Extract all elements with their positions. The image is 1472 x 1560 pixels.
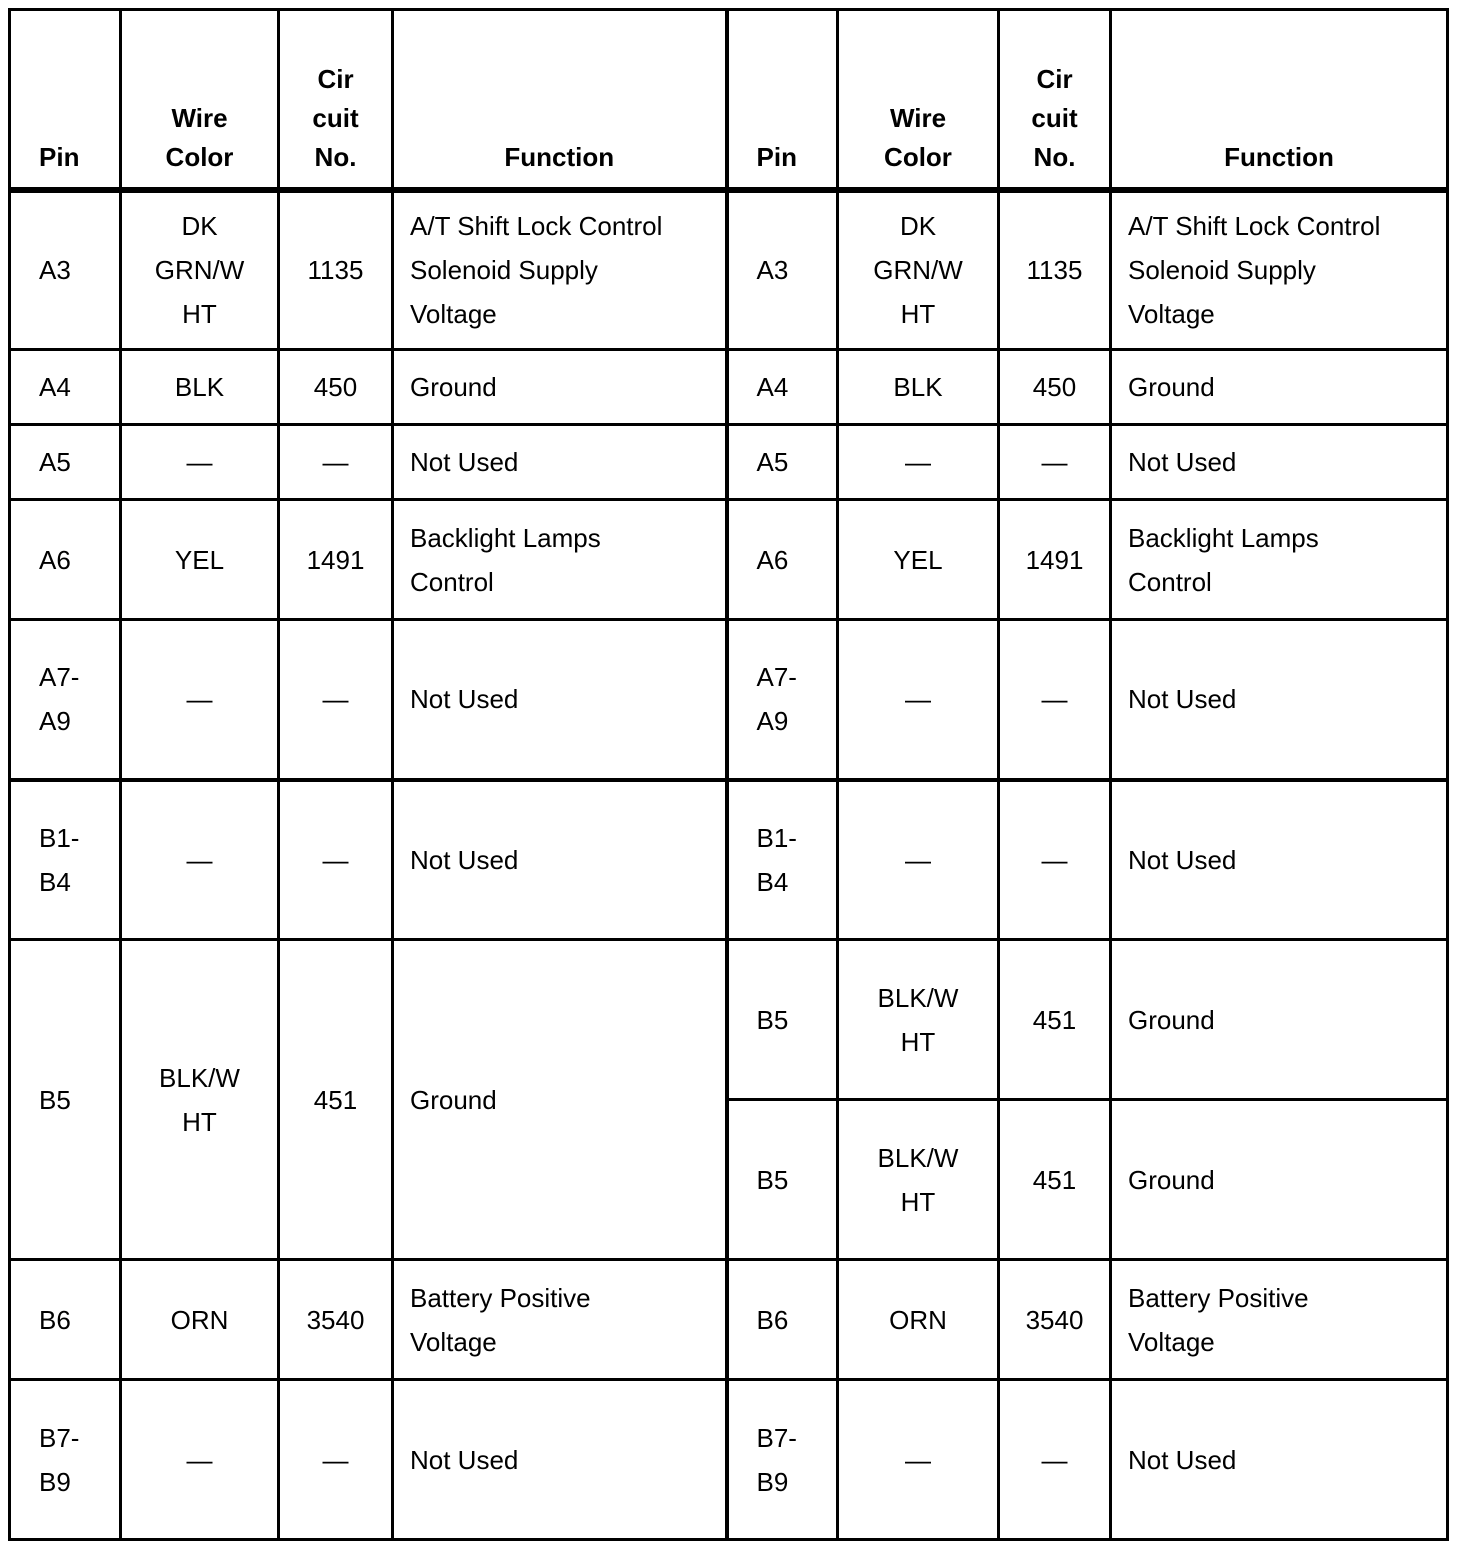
circuit-cell: — [999, 425, 1111, 500]
function-cell: Not Used [1111, 1380, 1448, 1540]
circuit-cell: 1135 [279, 190, 393, 350]
pin-cell: A6 [10, 500, 121, 620]
pin-cell: B6 [727, 1260, 838, 1380]
pin-cell: B6 [10, 1260, 121, 1380]
wire-color-cell: BLK/W HT [121, 940, 279, 1260]
circuit-cell: — [999, 1380, 1111, 1540]
circuit-cell: — [279, 780, 393, 940]
function-cell: Battery Positive Voltage [393, 1260, 727, 1380]
circuit-cell: — [999, 780, 1111, 940]
pin-cell: A5 [10, 425, 121, 500]
wire-color-cell: YEL [838, 500, 999, 620]
wire-color-cell: DK GRN/W HT [121, 190, 279, 350]
pin-cell: A7- A9 [727, 620, 838, 780]
wire-color-cell: YEL [121, 500, 279, 620]
pin-cell: A4 [10, 350, 121, 425]
header-wire-color: Wire Color [838, 10, 999, 190]
pin-cell: A4 [727, 350, 838, 425]
header-circuit-no: Cir cuit No. [279, 10, 393, 190]
wire-color-cell: BLK/W HT [838, 940, 999, 1100]
circuit-cell: 1491 [999, 500, 1111, 620]
wire-color-cell: — [838, 780, 999, 940]
function-cell: Not Used [393, 425, 727, 500]
table-row [10, 1380, 1448, 1540]
function-cell: A/T Shift Lock Control Solenoid Supply Voltage [1111, 190, 1448, 350]
function-cell: Not Used [1111, 780, 1448, 940]
circuit-cell: 451 [999, 1100, 1111, 1260]
circuit-cell: — [279, 620, 393, 780]
wire-color-cell: — [121, 1380, 279, 1540]
circuit-cell: 450 [999, 350, 1111, 425]
function-cell: Ground [1111, 940, 1448, 1100]
header-function: Function [1111, 10, 1448, 190]
circuit-cell: 3540 [279, 1260, 393, 1380]
table-row [10, 350, 1448, 425]
table-row [10, 425, 1448, 500]
pin-cell: A5 [727, 425, 838, 500]
wire-color-cell: — [838, 425, 999, 500]
table-row [10, 500, 1448, 620]
pin-cell: B7- B9 [10, 1380, 121, 1540]
function-cell: Ground [393, 350, 727, 425]
pin-cell: B1- B4 [727, 780, 838, 940]
table-row [10, 620, 1448, 780]
circuit-cell: — [279, 425, 393, 500]
header-function: Function [393, 10, 727, 190]
function-cell: Not Used [1111, 425, 1448, 500]
wire-color-cell: BLK [121, 350, 279, 425]
function-cell: Battery Positive Voltage [1111, 1260, 1448, 1380]
header-circuit-no: Cir cuit No. [999, 10, 1111, 190]
pin-cell: B1- B4 [10, 780, 121, 940]
function-cell: Not Used [393, 1380, 727, 1540]
function-cell: Ground [1111, 350, 1448, 425]
circuit-cell: 1135 [999, 190, 1111, 350]
wire-color-cell: — [838, 1380, 999, 1540]
function-cell: Backlight Lamps Control [393, 500, 727, 620]
table-header-row [10, 10, 1448, 190]
circuit-cell: 451 [279, 940, 393, 1260]
circuit-cell: — [279, 1380, 393, 1540]
header-wire-color: Wire Color [121, 10, 279, 190]
header-pin: Pin [727, 10, 838, 190]
wire-color-cell: DK GRN/W HT [838, 190, 999, 350]
function-cell: Ground [393, 940, 727, 1260]
table-row [10, 190, 1448, 350]
function-cell: Backlight Lamps Control [1111, 500, 1448, 620]
circuit-cell: 450 [279, 350, 393, 425]
wire-color-cell: ORN [121, 1260, 279, 1380]
wire-color-cell: BLK/W HT [838, 1100, 999, 1260]
pin-cell: A3 [727, 190, 838, 350]
pin-cell: A7- A9 [10, 620, 121, 780]
circuit-cell: 451 [999, 940, 1111, 1100]
circuit-cell: 1491 [279, 500, 393, 620]
pin-cell: B5 [10, 940, 121, 1260]
function-cell: A/T Shift Lock Control Solenoid Supply Voltage [393, 190, 727, 350]
function-cell: Not Used [1111, 620, 1448, 780]
table-row [10, 1260, 1448, 1380]
pin-cell: B5 [727, 1100, 838, 1260]
function-cell: Not Used [393, 780, 727, 940]
wire-color-cell: — [838, 620, 999, 780]
pin-cell: B5 [727, 940, 838, 1100]
wire-color-cell: — [121, 425, 279, 500]
table-row [10, 940, 1448, 1100]
header-pin: Pin [10, 10, 121, 190]
function-cell: Not Used [393, 620, 727, 780]
circuit-cell: — [999, 620, 1111, 780]
circuit-cell: 3540 [999, 1260, 1111, 1380]
connector-pinout-table [8, 8, 1449, 1541]
table-row [10, 780, 1448, 940]
wire-color-cell: BLK [838, 350, 999, 425]
wire-color-cell: — [121, 620, 279, 780]
pin-cell: B7- B9 [727, 1380, 838, 1540]
pin-cell: A6 [727, 500, 838, 620]
wire-color-cell: ORN [838, 1260, 999, 1380]
function-cell: Ground [1111, 1100, 1448, 1260]
pin-cell: A3 [10, 190, 121, 350]
wire-color-cell: — [121, 780, 279, 940]
